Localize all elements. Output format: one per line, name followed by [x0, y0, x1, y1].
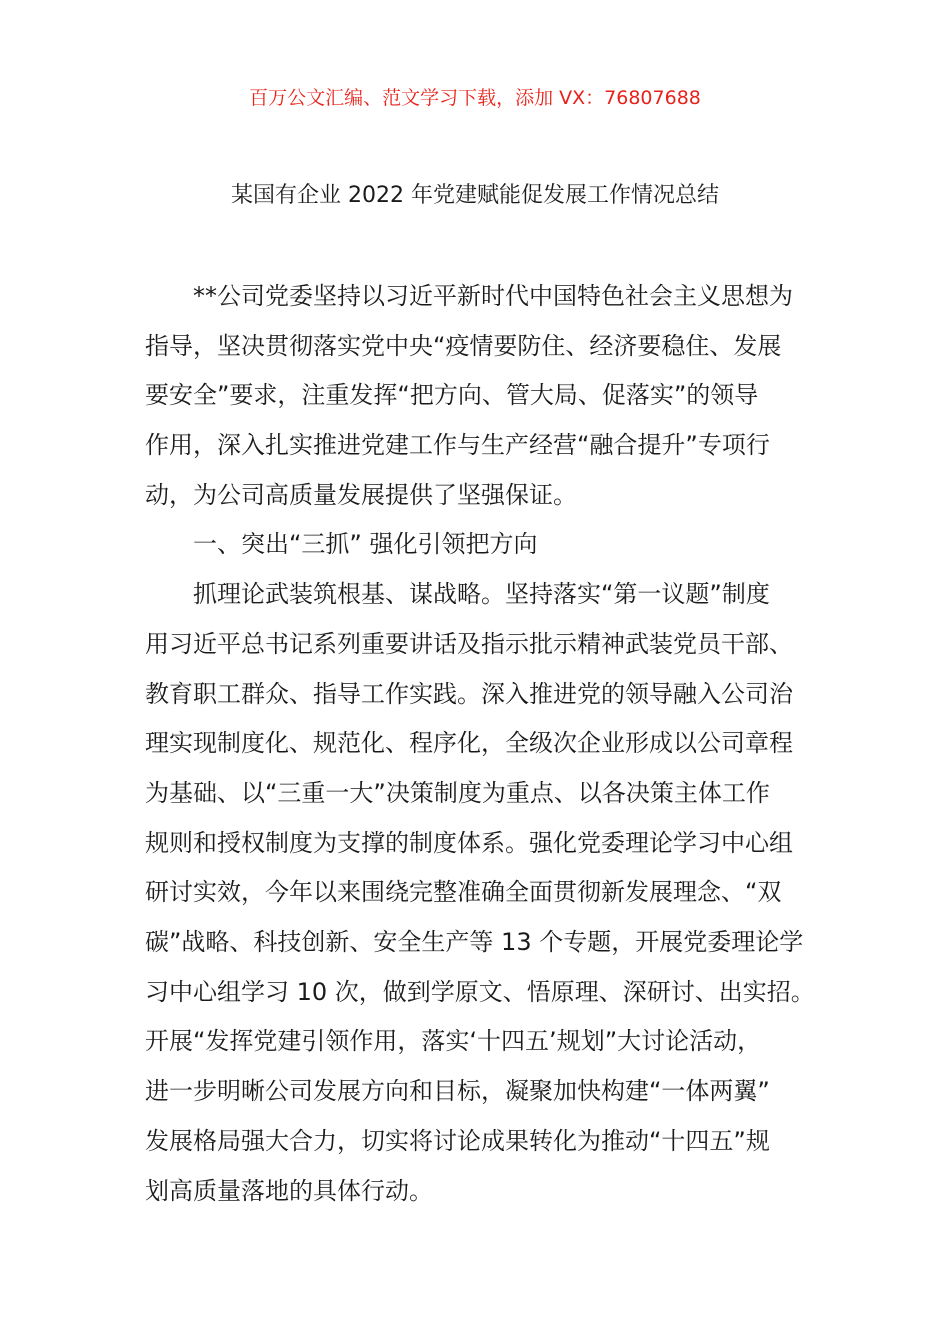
- body-line-15: 习中心组学习 10 次，做到学原文、悟原理、深研讨、出实招。: [145, 978, 815, 1006]
- body-line-16: 开展“发挥党建引领作用，落实‘十四五’规划”大讨论活动，: [145, 1027, 762, 1055]
- body-line-10: 理实现制度化、规范化、程序化，全级次企业形成以公司章程: [145, 729, 793, 757]
- body-line-17: 进一步明晰公司发展方向和目标，凝聚加快构建“一体两翼”: [145, 1077, 770, 1105]
- body-line-7: 抓理论武装筑根基、谋战略。坚持落实“第一议题”制度: [193, 580, 770, 608]
- body-line-8: 用习近平总书记系列重要讲话及指示批示精神武装党员干部、: [145, 630, 793, 658]
- body-line-11: 为基础、以“三重一大”决策制度为重点、以各决策主体工作: [145, 779, 770, 807]
- body-line-5: 动，为公司高质量发展提供了坚强保证。: [145, 481, 577, 509]
- body-line-13: 研讨实效，今年以来围绕完整准确全面贯彻新发展理念、“双: [145, 878, 782, 906]
- body-line-9: 教育职工群众、指导工作实践。深入推进党的领导融入公司治: [145, 680, 793, 708]
- body-line-18: 发展格局强大合力，切实将讨论成果转化为推动“十四五”规: [145, 1127, 770, 1155]
- body-line-14: 碳”战略、科技创新、安全生产等 13 个专题，开展党委理论学: [145, 928, 804, 956]
- body-line-4: 作用，深入扎实推进党建工作与生产经营“融合提升”专项行: [145, 431, 770, 459]
- body-line-2: 指导，坚决贯彻落实党中央“疫情要防住、经济要稳住、发展: [145, 332, 782, 360]
- section-heading-1: 一、突出“三抓” 强化引领把方向: [193, 530, 538, 558]
- watermark-header: 百万公文汇编、范文学习下载，添加 VX：76807688: [249, 87, 701, 109]
- body-line-19: 划高质量落地的具体行动。: [145, 1177, 433, 1205]
- document-title: 某国有企业 2022 年党建赋能促发展工作情况总结: [231, 183, 719, 208]
- body-line-12: 规则和授权制度为支撑的制度体系。强化党委理论学习中心组: [145, 829, 793, 857]
- body-line-3: 要安全”要求，注重发挥“把方向、管大局、促落实”的领导: [145, 381, 759, 409]
- body-line-1: **公司党委坚持以习近平新时代中国特色社会主义思想为: [193, 282, 793, 310]
